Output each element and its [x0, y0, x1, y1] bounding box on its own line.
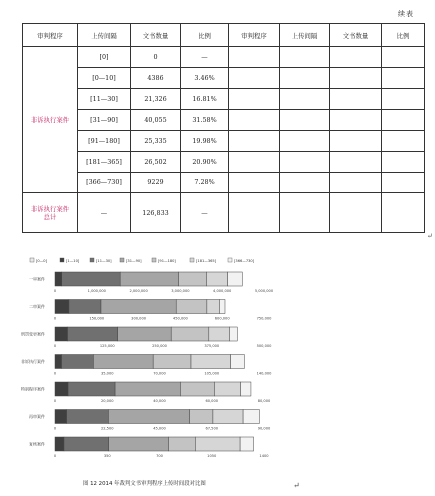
bar-segment-31-90 — [93, 355, 153, 369]
bar-segment-1-10 — [55, 327, 68, 341]
tick-label: 70,000 — [153, 371, 166, 376]
col-header-count: 文书数量 — [131, 24, 181, 47]
empty-cell — [382, 47, 425, 68]
bar-segment-1-10 — [55, 410, 67, 424]
bar-segment-91-180 — [171, 327, 209, 341]
tick-label: 0 — [53, 399, 57, 403]
table-total-row — [23, 193, 425, 233]
empty-cell — [382, 88, 425, 109]
tick-label: 40,000 — [153, 399, 166, 403]
tick-label: 80,000 — [257, 399, 271, 403]
bar-segment-1-10 — [55, 355, 62, 369]
bar-segment-31-90 — [109, 437, 169, 451]
tick-label: 5,000,000 — [254, 289, 274, 293]
col-header-procedure-2: 审判程序 — [229, 24, 280, 47]
empty-cell — [330, 172, 382, 193]
bar-segment-366-730 — [240, 437, 253, 451]
bar-segment-366-730 — [231, 355, 245, 369]
bar-segment-91-180 — [190, 410, 213, 424]
empty-cell — [330, 88, 382, 109]
interval-cell: [366—730] — [78, 172, 131, 193]
bar-segment-1-10 — [55, 272, 62, 286]
bar-segment-181-365 — [214, 382, 240, 396]
legend-swatch-31-90 — [120, 258, 124, 262]
tick-label: 1400 — [259, 454, 269, 458]
ratio-cell: 7.28% — [181, 172, 229, 193]
bar-segment-11-30 — [69, 300, 101, 314]
legend-swatch-1-10 — [60, 258, 64, 262]
total-count-cell: 126,833 — [131, 193, 181, 233]
total-label-line-2: 总计 — [43, 212, 57, 221]
legend-label-11-30: [11—30] — [96, 259, 112, 263]
legend-swatch-366-730 — [228, 258, 232, 262]
bar-segment-11-30 — [62, 355, 94, 369]
count-cell: 9229 — [131, 172, 181, 193]
tick-label: 150,000 — [89, 316, 105, 321]
category-label: 再审案件 — [29, 414, 45, 419]
empty-cell — [280, 193, 330, 233]
legend-label-181-365: [181—365] — [196, 259, 217, 263]
legend-label-0-0: [0—0] — [36, 259, 47, 263]
bar-segment-11-30 — [68, 327, 118, 341]
interval-cell: [0—10] — [78, 67, 131, 88]
empty-cell — [330, 130, 382, 151]
table-row — [23, 130, 425, 151]
bar-segment-366-730 — [230, 327, 238, 341]
tick-label: 67,500 — [205, 426, 219, 431]
bar-segment-1-10 — [55, 437, 64, 451]
interval-cell: [91—180] — [78, 130, 131, 151]
empty-cell — [382, 109, 425, 130]
legend-label-31-90: [31—90] — [126, 259, 142, 263]
bar-segment-31-90 — [115, 382, 180, 396]
col-header-interval: 上传间隔 — [78, 24, 131, 47]
ratio-cell: 20.90% — [181, 151, 229, 172]
tick-label: 0 — [53, 289, 57, 293]
empty-cell — [229, 193, 280, 233]
table-row — [23, 47, 425, 68]
empty-cell — [382, 67, 425, 88]
tick-label: 750,000 — [256, 316, 272, 321]
return-mark: ↵ — [293, 481, 300, 490]
category-label: 复核案件 — [29, 441, 45, 447]
interval-cell: [181—365] — [78, 151, 131, 172]
bar-segment-31-90 — [101, 300, 176, 314]
legend-swatch-91-180 — [152, 258, 156, 262]
count-cell: 21,326 — [131, 88, 181, 109]
bar-segment-181-365 — [213, 410, 243, 424]
empty-cell — [330, 47, 382, 68]
upload-interval-table — [22, 23, 425, 233]
upload-interval-chart — [0, 250, 435, 496]
chart-bars — [21, 272, 274, 458]
tick-label: 20,000 — [100, 399, 114, 403]
ratio-cell: 16.81% — [181, 88, 229, 109]
legend-label-1-10: [1—10] — [66, 259, 80, 263]
empty-cell — [280, 109, 330, 130]
empty-cell — [280, 130, 330, 151]
category-label: 刑罚变更案件 — [21, 331, 45, 337]
tick-label: 600,000 — [214, 316, 230, 321]
bar-segment-91-180 — [168, 437, 195, 451]
empty-cell — [280, 47, 330, 68]
tick-label: 0 — [53, 316, 57, 321]
empty-cell — [229, 151, 280, 172]
table-row — [23, 109, 425, 130]
bar-segment-31-90 — [118, 327, 172, 341]
empty-cell — [229, 172, 280, 193]
empty-cell — [280, 88, 330, 109]
bar-segment-181-365 — [191, 355, 231, 369]
tick-label: 140,000 — [256, 371, 272, 376]
empty-cell — [280, 172, 330, 193]
table-row — [23, 88, 425, 109]
category-label: 一审案件 — [29, 276, 45, 282]
tick-label: 500,000 — [256, 344, 272, 348]
tick-label: 0 — [53, 371, 57, 376]
tick-label: 35,000 — [100, 371, 114, 376]
tick-label: 3,000,000 — [171, 289, 190, 293]
bar-segment-181-365 — [207, 300, 220, 314]
count-cell: 25,335 — [131, 130, 181, 151]
tick-label: 1,000,000 — [87, 289, 106, 293]
count-cell: 4386 — [131, 67, 181, 88]
bar-segment-1-10 — [55, 382, 68, 396]
interval-cell: [11—30] — [78, 88, 131, 109]
empty-cell — [382, 193, 425, 233]
continued-label: 续表 — [398, 10, 414, 18]
empty-cell — [229, 47, 280, 68]
count-cell: 40,055 — [131, 109, 181, 130]
ratio-cell: 31.58% — [181, 109, 229, 130]
bar-segment-11-30 — [68, 382, 115, 396]
total-label-line-1: 非诉执行案件 — [30, 204, 70, 213]
paragraph-mark: ↵ — [427, 232, 433, 240]
table-row — [23, 172, 425, 193]
tick-label: 2,000,000 — [129, 289, 148, 293]
bar-segment-1-10 — [55, 300, 69, 314]
tick-label: 700 — [156, 454, 163, 458]
bar-segment-366-730 — [243, 410, 259, 424]
bar-segment-31-90 — [108, 410, 189, 424]
bar-segment-181-365 — [195, 437, 240, 451]
table-header-row — [23, 24, 425, 47]
empty-cell — [382, 172, 425, 193]
legend-swatch-0-0 — [30, 258, 34, 262]
ratio-cell: — — [181, 47, 229, 68]
chart-caption: 图 12 2014 年裁判文书审判程序上传时间段对比图 — [83, 481, 206, 487]
tick-label: 0 — [53, 426, 57, 431]
bar-segment-366-730 — [240, 382, 250, 396]
count-cell: 26,502 — [131, 151, 181, 172]
tick-label: 300,000 — [131, 316, 147, 321]
interval-cell: [0] — [78, 47, 131, 68]
empty-cell — [280, 67, 330, 88]
tick-label: 4,000,000 — [213, 289, 232, 293]
total-label-cell — [23, 193, 78, 233]
legend-swatch-11-30 — [90, 258, 94, 262]
bar-segment-91-180 — [153, 355, 191, 369]
tick-label: 125,000 — [99, 344, 115, 348]
legend-label-91-180: [91—180] — [158, 259, 176, 263]
interval-cell: [31—90] — [78, 109, 131, 130]
empty-cell — [382, 130, 425, 151]
table-row — [23, 151, 425, 172]
empty-cell — [229, 88, 280, 109]
total-ratio-cell: — — [181, 193, 229, 233]
category-label: 特别程序案件 — [21, 386, 45, 392]
tick-label: 250,000 — [152, 344, 167, 348]
category-label: 二审案件 — [29, 304, 45, 309]
legend-swatch-181-365 — [190, 258, 194, 262]
empty-cell — [330, 109, 382, 130]
count-cell: 0 — [131, 47, 181, 68]
tick-label: 105,000 — [204, 371, 220, 376]
empty-cell — [330, 151, 382, 172]
bar-segment-91-180 — [180, 382, 214, 396]
col-header-procedure: 审判程序 — [23, 24, 78, 47]
total-interval-cell: — — [78, 193, 131, 233]
empty-cell — [330, 67, 382, 88]
bar-segment-181-365 — [209, 327, 230, 341]
tick-label: 350 — [103, 454, 111, 458]
col-header-ratio-2: 比例 — [382, 24, 425, 47]
empty-cell — [382, 151, 425, 172]
bar-segment-11-30 — [64, 437, 109, 451]
bar-segment-11-30 — [67, 410, 109, 424]
bar-segment-31-90 — [120, 272, 179, 286]
table-row — [23, 67, 425, 88]
bar-segment-91-180 — [176, 300, 207, 314]
tick-label: 45,000 — [153, 426, 166, 431]
chart-legend — [30, 258, 255, 263]
bar-segment-11-30 — [62, 272, 121, 286]
empty-cell — [229, 67, 280, 88]
bar-segment-366-730 — [228, 272, 243, 286]
tick-label: 450,000 — [172, 316, 188, 321]
ratio-cell: 3.46% — [181, 67, 229, 88]
bar-segment-366-730 — [219, 300, 225, 314]
tick-label: 60,000 — [205, 399, 219, 403]
empty-cell — [229, 109, 280, 130]
col-header-count-2: 文书数量 — [330, 24, 382, 47]
procedure-cell: 非诉执行案件 — [23, 47, 78, 193]
empty-cell — [330, 193, 382, 233]
tick-label: 0 — [53, 454, 57, 458]
col-header-ratio: 比例 — [181, 24, 229, 47]
tick-label: 22,500 — [100, 426, 114, 431]
tick-label: 375,000 — [204, 344, 220, 348]
ratio-cell: 19.98% — [181, 130, 229, 151]
tick-label: 90,000 — [257, 426, 271, 431]
empty-cell — [280, 151, 330, 172]
empty-cell — [229, 130, 280, 151]
legend-label-366-730: [366—730] — [234, 259, 255, 263]
col-header-interval-2: 上传间隔 — [280, 24, 330, 47]
category-label: 非诉执行案件 — [21, 359, 45, 364]
tick-label: 0 — [53, 344, 57, 348]
bar-segment-181-365 — [207, 272, 228, 286]
bar-segment-91-180 — [179, 272, 207, 286]
tick-label: 1050 — [207, 454, 217, 458]
